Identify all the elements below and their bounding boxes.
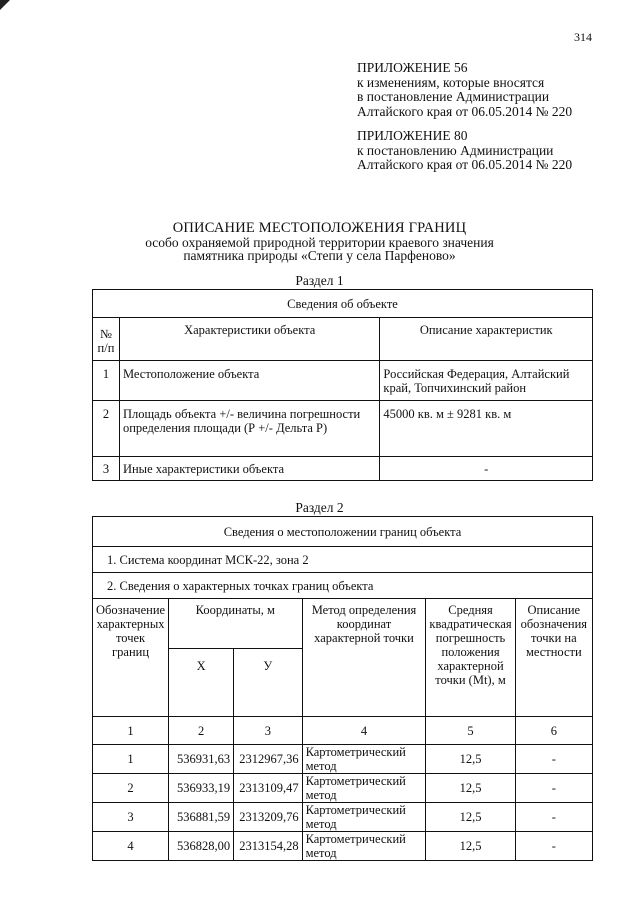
point-id: 2 (93, 774, 169, 803)
appendix-1-title: ПРИЛОЖЕНИЕ 56 (357, 60, 468, 75)
column-y-header: У (234, 649, 302, 717)
document-title-line-3: памятника природы «Степи у села Парфеново» (183, 248, 456, 263)
column-error-header: Средняя квадратическая погрешность положения характерной точки (Мt), м (426, 599, 515, 717)
column-number: 6 (515, 717, 592, 745)
point-y: 2313154,28 (234, 832, 302, 861)
appendix-block-2 (357, 129, 572, 173)
row-description: 45000 кв. м ± 9281 кв. м (380, 401, 593, 457)
table-row (93, 361, 593, 401)
row-characteristic: Местоположение объекта (119, 361, 379, 401)
point-method: Картометрический метод (302, 774, 426, 803)
column-characteristics-header: Характеристики объекта (119, 318, 379, 361)
point-x: 536931,63 (169, 745, 234, 774)
point-location: - (515, 803, 592, 832)
appendix-1-line: в постановление Администрации (357, 89, 550, 104)
page-corner-mark (0, 0, 10, 10)
point-error: 12,5 (426, 745, 515, 774)
point-error: 12,5 (426, 774, 515, 803)
document-title-line-2: особо охраняемой природной территории краевого значения (145, 234, 494, 250)
column-number: 1 (93, 717, 169, 745)
appendix-2-line: Алтайского края от 06.05.2014 № 220 (357, 157, 573, 172)
column-number-header: № п/п (93, 318, 120, 361)
point-id: 4 (93, 832, 169, 861)
section-2-label: Раздел 2 (295, 500, 344, 515)
row-description: Российская Федерация, Алтайский край, Топчихинский район (380, 361, 593, 401)
point-y: 2313109,47 (234, 774, 302, 803)
point-y: 2312967,36 (234, 745, 302, 774)
boundary-points-table (92, 516, 593, 861)
column-coordinates-header: Координаты, м (169, 599, 302, 649)
column-number: 5 (426, 717, 515, 745)
table-row (93, 457, 593, 481)
appendix-2-line: к постановлению Администрации (357, 142, 554, 158)
column-number: 3 (234, 717, 302, 745)
column-designation-header: Обозначение характерных точек границ (93, 599, 169, 717)
column-method-header: Метод определения координат характерной точки (302, 599, 426, 717)
point-x: 536828,00 (169, 832, 234, 861)
column-number: 4 (302, 717, 426, 745)
row-number: 3 (93, 457, 120, 481)
row-characteristic: Иные характеристики объекта (119, 457, 379, 481)
appendix-1-line: Алтайского края от 06.05.2014 № 220 (357, 103, 573, 119)
object-info-table (92, 289, 593, 481)
point-location: - (515, 832, 592, 861)
object-info-header: Сведения об объекте (93, 290, 593, 318)
point-method: Картометрический метод (302, 745, 426, 774)
table-row (93, 745, 593, 774)
coordinate-system-row: 1. Система координат МСК-22, зона 2 (93, 547, 593, 573)
point-location: - (515, 774, 592, 803)
point-y: 2313209,76 (234, 803, 302, 832)
point-x: 536881,59 (169, 803, 234, 832)
document-title (0, 222, 639, 263)
point-location: - (515, 745, 592, 774)
boundary-info-header: Сведения о местоположении границ объекта (93, 517, 593, 547)
column-numbers-row (93, 717, 593, 745)
table-row (93, 774, 593, 803)
point-error: 12,5 (426, 832, 515, 861)
row-characteristic: Площадь объекта +/- величина погрешности определения площади (Р +/- Дельта Р) (119, 401, 379, 457)
table-row (93, 832, 593, 861)
appendix-block-1 (357, 61, 572, 119)
column-location-header: Описание обозначения точки на местности (515, 599, 592, 717)
column-x-header: Х (169, 649, 234, 717)
table-row (93, 401, 593, 457)
point-id: 3 (93, 803, 169, 832)
row-number: 1 (93, 361, 120, 401)
appendix-1-line: к изменениям, которые вносятся (357, 74, 545, 90)
page-number: 314 (574, 30, 592, 44)
point-error: 12,5 (426, 803, 515, 832)
point-method: Картометрический метод (302, 832, 426, 861)
section-1-label: Раздел 1 (295, 273, 344, 288)
row-number: 2 (93, 401, 120, 457)
point-id: 1 (93, 745, 169, 774)
point-method: Картометрический метод (302, 803, 426, 832)
column-number: 2 (169, 717, 234, 745)
document-title-line-1: ОПИСАНИЕ МЕСТОПОЛОЖЕНИЯ ГРАНИЦ (172, 220, 467, 236)
characteristic-points-row: 2. Сведения о характерных точках границ объекта (93, 573, 593, 599)
row-description: - (380, 457, 593, 481)
table-row (93, 803, 593, 832)
appendix-2-title: ПРИЛОЖЕНИЕ 80 (357, 128, 468, 143)
point-x: 536933,19 (169, 774, 234, 803)
column-description-header: Описание характеристик (380, 318, 593, 361)
